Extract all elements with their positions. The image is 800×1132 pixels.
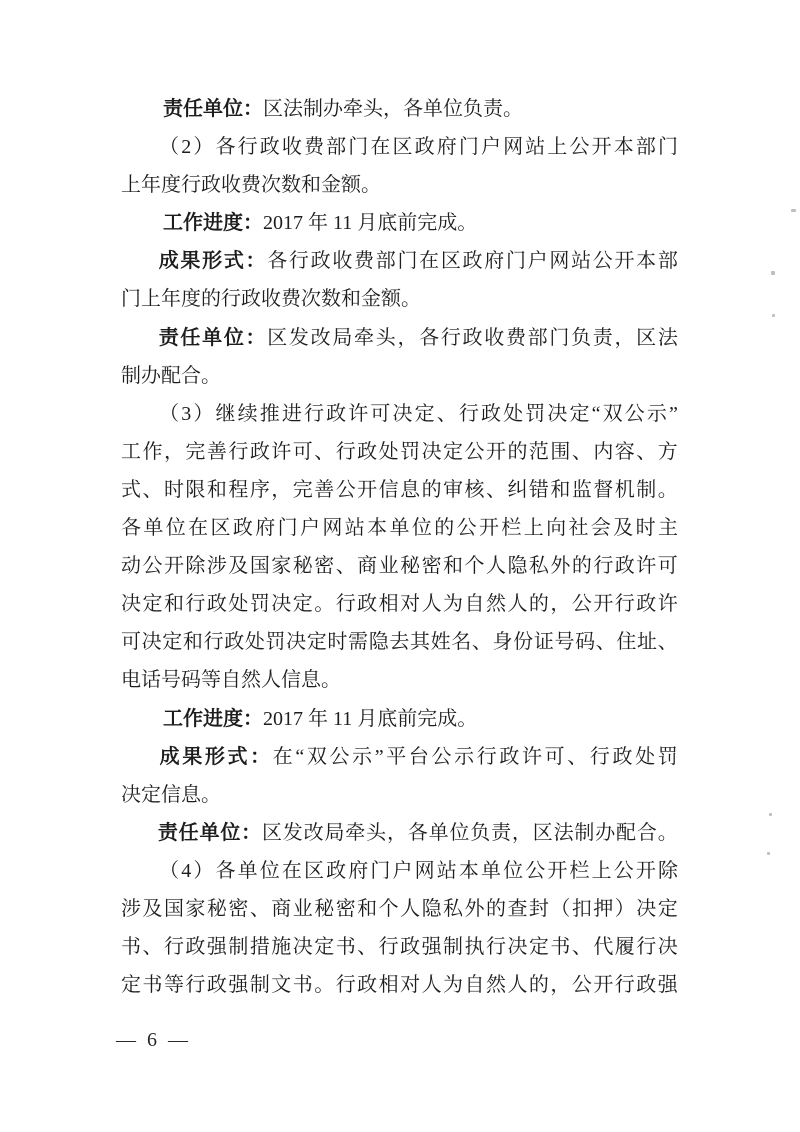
text-line: 涉 及 国 家 秘 密 、 商 业 秘 密 和 个 人 隐 私 外 的 查 封 （ 扣 押 ） 决 定 [121, 897, 678, 920]
text-line: 动 公 开 除 涉 及 国 家 秘 密 、 商 业 秘 密 和 个 人 隐 私 外 的 行 政 许 可 [121, 555, 678, 578]
text-line: 式 、 时 限 和 程 序 ， 完 善 公 开 信 息 的 审 核 、 纠 错 和 监 督 机 制 。 [121, 478, 678, 501]
text-line: 可 决 定 和 行 政 处 罚 决 定 时 需 隐 去 其 姓 名 、 身 份 证 号 码 、 住 址 、 [121, 631, 678, 654]
scan-speck [791, 209, 796, 212]
text-line: 成 果 形 式 ： 各 行 政 收 费 部 门 在 区 政 府 门 户 网 站 公 开 本 部 [158, 250, 678, 273]
text-line: 责 任 单 位 ： 区 发 改 局 牵 头 ， 各 单 位 负 责 ， 区 法 制 办 配 合 。 [157, 821, 678, 844]
scan-speck [771, 271, 775, 275]
text-line: 定 书 等 行 政 强 制 文 书 。 行 政 相 对 人 为 自 然 人 的 ， 公 开 行 政 强 [121, 974, 678, 997]
document-lines [121, 90, 678, 1004]
text-line: 工 作 ， 完 善 行 政 许 可 、 行 政 处 罚 决 定 公 开 的 范 围 、 内 容 、 方 [121, 440, 678, 463]
text-line: 决定信息。 [121, 783, 221, 806]
text-line: （ 2 ） 各 行 政 收 费 部 门 在 区 政 府 门 户 网 站 上 公 开 本 部 门 [159, 136, 678, 159]
text-line: 责任单位：区法制办牵头，各单位负责。 [163, 98, 523, 120]
text-line: 责 任 单 位 ： 区 发 改 局 牵 头 ， 各 行 政 收 费 部 门 负 责 ， 区 法 [158, 326, 678, 349]
scan-speck [769, 813, 772, 816]
text-line: 电话号码等自然人信息。 [121, 669, 341, 692]
text-line: 工作进度：2017 年 11 月底前完成。 [163, 212, 478, 235]
text-line: 上年度行政收费次数和金额。 [121, 174, 381, 197]
scan-speck [767, 852, 770, 855]
text-line: （ 3 ） 继 续 推 进 行 政 许 可 决 定 、 行 政 处 罚 决 定 “ 双 公 示 ” [159, 402, 678, 425]
page-number: — 6 — [116, 1029, 191, 1051]
text-line: 制办配合。 [121, 364, 221, 387]
text-line: 工作进度：2017 年 11 月底前完成。 [163, 707, 478, 730]
text-line: 书 、 行 政 强 制 措 施 决 定 书 、 行 政 强 制 执 行 决 定 书 、 代 履 行 决 [121, 936, 678, 959]
text-line: 各 单 位 在 区 政 府 门 户 网 站 本 单 位 的 公 开 栏 上 向 社 会 及 时 主 [121, 517, 678, 540]
scan-speck [772, 314, 775, 317]
text-line: 成 果 形 式 ： 在 “ 双 公 示 ” 平 台 公 示 行 政 许 可 、 行 政 处 罚 [159, 745, 678, 768]
text-line: 门上年度的行政收费次数和金额。 [121, 288, 421, 311]
text-line: （ 4 ） 各 单 位 在 区 政 府 门 户 网 站 本 单 位 公 开 栏 上 公 开 除 [159, 859, 678, 882]
text-line: 决 定 和 行 政 处 罚 决 定 。 行 政 相 对 人 为 自 然 人 的 ， 公 开 行 政 许 [121, 593, 678, 616]
